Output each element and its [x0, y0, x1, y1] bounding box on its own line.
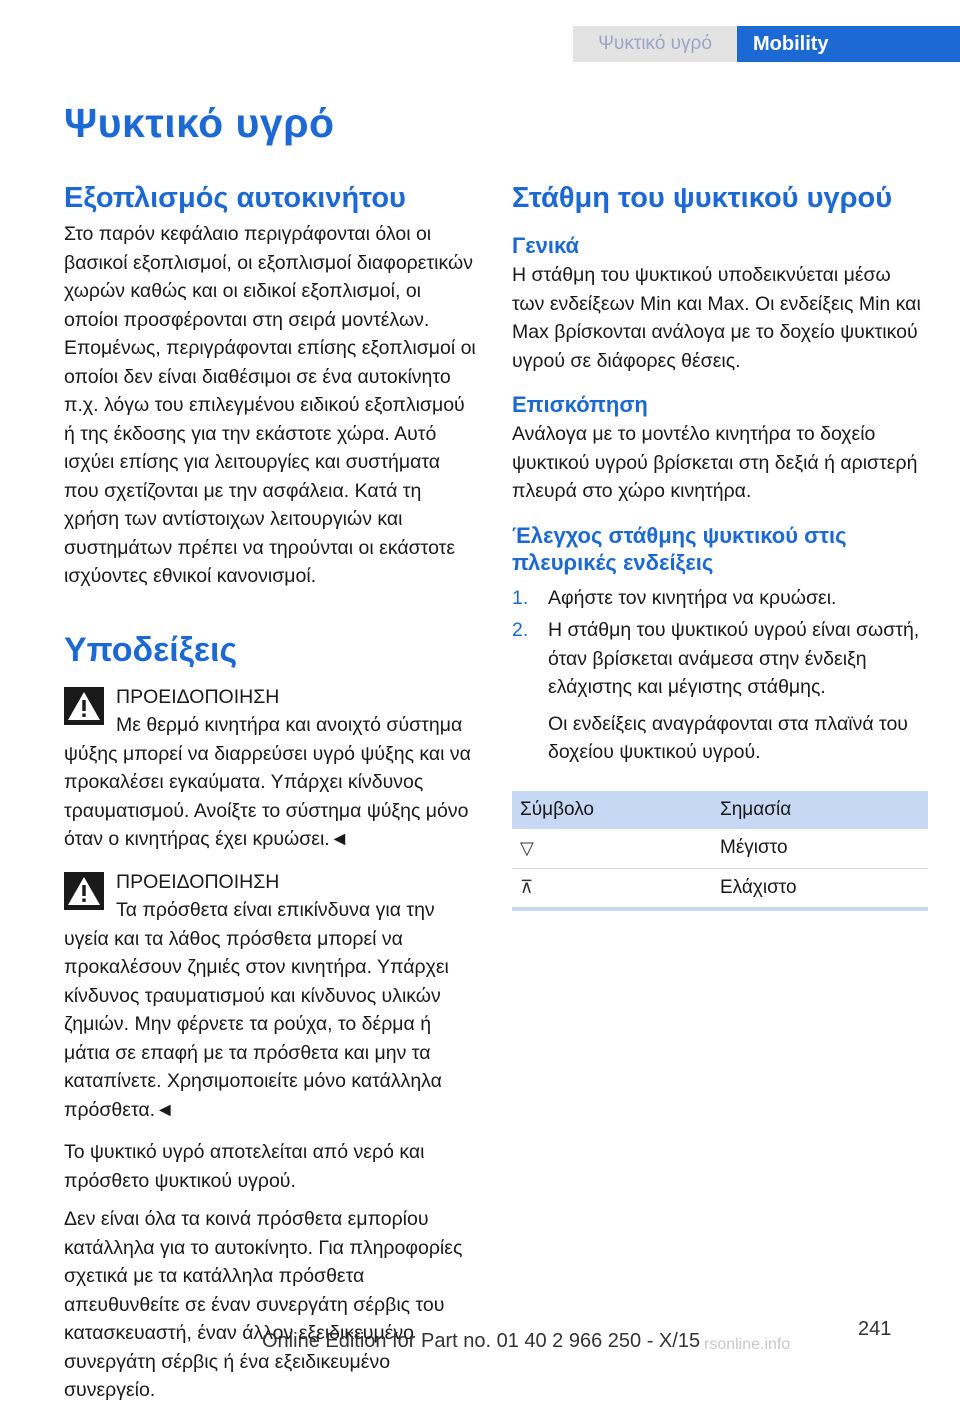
check-level-heading: Έλεγχος στάθμης ψυκτικού στις πλευρικές ενδείξεις	[512, 522, 847, 575]
left-column	[64, 180, 480, 1405]
warning-text-1-first: Με θερμό κινητήρα και ανοιχτό σύστημα	[116, 714, 463, 736]
warning-text-2-rest: υγεία και τα λάθος πρόσθετα μπορεί να προκαλέσουν ζημιές στον κινητήρα. Υπάρχει κίνδυνος τραυματισμού και κίνδυνος υλικών ζημιών. Μην φέρνετε τα ρούχα, το δέρμα ή μάτια σε επαφή με τα πρόσθετα και μην τα καταπίνετε. Χρησιμοποιείτε μόνο κατάλληλα πρόσθετα.◄	[64, 927, 449, 1121]
table-cell-meaning: Ελάχιστο	[712, 869, 928, 909]
warning-title-2: ΠΡΟΕΙΔΟΠΟΙΗΣΗ	[116, 870, 280, 893]
overview-text: Ανάλογα με το μοντέλο κινητήρα το δοχείο ψυκτικού υγρού βρίσκεται στη δεξιά ή αριστερή πλευρά στο χώρο κινητήρα.	[512, 423, 918, 502]
table-header-meaning: Σημασία	[712, 791, 928, 829]
symbol-table	[512, 791, 928, 911]
general-heading: Γενικά	[512, 233, 580, 258]
step-text: Αφήστε τον κινητήρα να κρυώσει.	[548, 586, 837, 609]
warning-icon	[64, 872, 104, 910]
header-section-tab: Ψυκτικό υγρό	[573, 26, 737, 62]
warning-block-1	[64, 683, 480, 854]
steps-list	[512, 584, 928, 702]
warning-icon	[64, 687, 104, 725]
step-number: 2.	[512, 619, 529, 641]
coolant-composition-text: Το ψυκτικό υγρό αποτελείται από νερό και πρόσθετο ψυκτικού υγρού.	[64, 1141, 425, 1192]
edition-footer: Online Edition for Part no. 01 40 2 966 250 - X/15	[262, 1330, 701, 1352]
warning-text-2-first: Τα πρόσθετα είναι επικίνδυνα για την	[116, 899, 435, 921]
header-chapter-tab: Mobility	[737, 26, 960, 62]
watermark: rsonline.info	[704, 1336, 791, 1353]
equipment-heading: Εξοπλισμός αυτοκινήτου	[64, 182, 406, 214]
table-row	[512, 869, 928, 909]
page-number: 241	[858, 1318, 892, 1340]
step-note: Οι ενδείξεις αναγράφονται στα πλαϊνά του δοχείου ψυκτικού υγρού.	[548, 712, 908, 763]
warning-block-2	[64, 868, 480, 1125]
additives-text: Δεν είναι όλα τα κοινά πρόσθετα εμπορίου κατάλληλα για το αυτοκίνητο. Για πληροφορίες σχετικά με τα κατάλληλα πρόσθετα απευθυνθείτε σε έναν συνεργάτη σέρβις του κατασκευαστή, έναν άλλον εξειδικευμένο συνεργάτη σέρβις ή ένα εξειδικευμένο συνεργείο.	[64, 1208, 463, 1401]
equipment-text: Στο παρόν κεφάλαιο περιγράφονται όλοι οι βασικοί εξοπλισμοί, οι εξοπλισμοί διαφορετικών χωρών καθώς και οι ειδικοί εξοπλισμοί, οι οποίοι προσφέρονται στη σειρά μοντέλων. Επομένως, περιγράφονται επίσης εξοπλισμοί οι οποίοι δεν είναι διαθέσιμοι σε ένα αυτοκίνητο π.χ. λόγω του επιλεγμένου ειδικού εξοπλισμού ή της έκδοσης για την εκάστοτε χώρα. Αυτό ισχύει επίσης για λειτουργίες και συστήματα που σχετίζονται με την ασφάλεια. Κατά τη χρήση των αντίστοιχων λειτουργιών και συστημάτων πρέπει να τηρούνται οι εκάστοτε ισχύοντες εθνικοί κανονισμοί.	[64, 223, 476, 587]
table-cell-meaning: Μέγιστο	[712, 829, 928, 869]
step-number: 1.	[512, 586, 529, 609]
warning-text-1-rest: ψύξης μπορεί να διαρρεύσει υγρό ψύξης και να προκαλέσει εγκαύματα. Υπάρχει κίνδυνος τραυματισμού. Ανοίξτε το σύστημα ψύξης μόνο όταν ο κινητήρας έχει κρυώσει.◄	[64, 742, 471, 850]
max-symbol-icon: ▽	[512, 829, 712, 869]
warning-title-1: ΠΡΟΕΙΔΟΠΟΙΗΣΗ	[116, 685, 280, 708]
page-title: Ψυκτικό υγρό	[64, 100, 335, 146]
list-item	[512, 584, 928, 613]
list-item	[512, 616, 928, 702]
table-header-symbol: Σύμβολο	[512, 791, 712, 829]
hints-heading: Υποδείξεις	[64, 630, 238, 669]
coolant-level-heading: Στάθμη του ψυκτικού υγρού	[512, 182, 893, 214]
general-text: Η στάθμη του ψυκτικού υποδεικνύεται μέσω των ενδείξεων Min και Max. Οι ενδείξεις Min και Max βρίσκονται ανάλογα με το δοχείο ψυκτικού υγρού σε διάφορες θέσεις.	[512, 264, 921, 372]
table-row	[512, 829, 928, 869]
table-header-row	[512, 791, 928, 829]
right-column	[512, 180, 928, 911]
warning-text-2	[64, 896, 480, 1124]
overview-heading: Επισκόπηση	[512, 392, 648, 417]
warning-text-1	[64, 711, 480, 854]
min-symbol-icon: ⊼	[512, 869, 712, 909]
step-text: Η στάθμη του ψυκτικού υγρού είναι σωστή, όταν βρίσκεται ανάμεσα στην ένδειξη ελάχιστης και μέγιστης στάθμης.	[548, 619, 920, 698]
